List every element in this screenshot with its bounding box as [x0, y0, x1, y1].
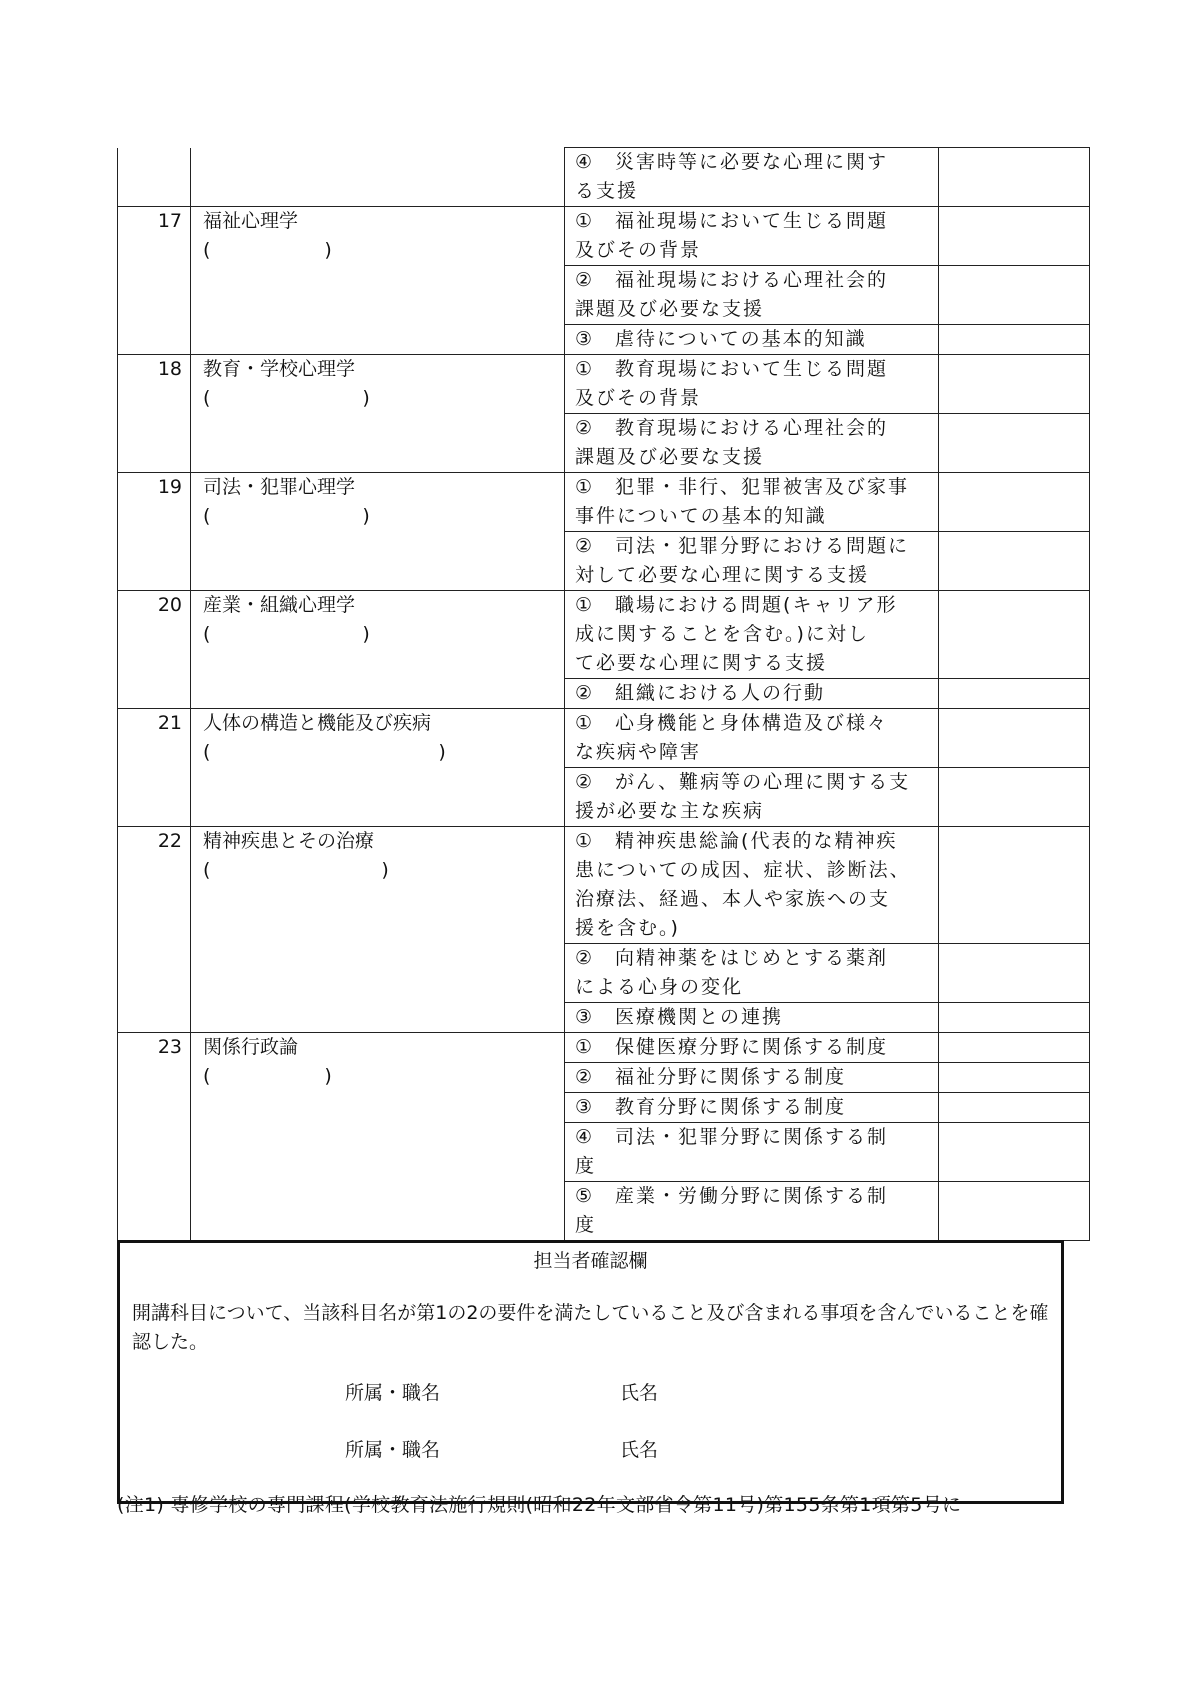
course-name-field[interactable]: ( ) — [203, 741, 446, 763]
subject-name: 人体の構造と機能及び疾病 — [203, 712, 432, 734]
footnote: (注1) 専修学校の専門課程(学校教育法施行規則(昭和22年文部省令第11号)第155条第1項第5号に — [117, 1494, 962, 1516]
subject-number: 19 — [118, 473, 191, 591]
subject-name: 教育・学校心理学 — [203, 358, 356, 380]
subject-name: 関係行政論 — [203, 1036, 299, 1058]
required-item: ② 福祉分野に関係する制度 — [565, 1063, 939, 1093]
required-item: ② 福祉現場における心理社会的 課題及び必要な支援 — [565, 266, 939, 325]
course-entry-cell[interactable] — [939, 414, 1090, 473]
required-item: ③ 教育分野に関係する制度 — [565, 1093, 939, 1123]
course-entry-cell[interactable] — [939, 827, 1090, 944]
course-entry-cell[interactable] — [939, 1033, 1090, 1063]
subject-name: 司法・犯罪心理学 — [203, 476, 356, 498]
required-item: ① 心身機能と身体構造及び様々 な疾病や障害 — [565, 709, 939, 768]
confirmation-box — [117, 1240, 1064, 1504]
course-entry-cell[interactable] — [939, 532, 1090, 591]
subject-number — [118, 148, 191, 207]
table-row — [118, 827, 1090, 944]
subject-number: 23 — [118, 1033, 191, 1241]
required-item: ② 組織における人の行動 — [565, 679, 939, 709]
course-entry-cell[interactable] — [939, 1123, 1090, 1182]
affiliation-label-2: 所属・職名 — [345, 1439, 441, 1461]
table-row — [118, 591, 1090, 679]
subject-number: 21 — [118, 709, 191, 827]
course-name-field[interactable]: ( ) — [203, 239, 332, 261]
course-name-field[interactable]: ( ) — [203, 1065, 332, 1087]
required-item: ① 精神疾患総論(代表的な精神疾 患についての成因、症状、診断法、 治療法、経過、本人や家族への支 援を含む。) — [565, 827, 939, 944]
course-entry-cell[interactable] — [939, 679, 1090, 709]
course-entry-cell[interactable] — [939, 473, 1090, 532]
course-entry-cell[interactable] — [939, 207, 1090, 266]
subject-number: 20 — [118, 591, 191, 709]
course-entry-cell[interactable] — [939, 148, 1090, 207]
confirmation-text: 開講科目について、当該科目名が第1の2の要件を満たしていること及び含まれる事項を含んでいることを確認した。 — [132, 1302, 1049, 1353]
subject-name: 精神疾患とその治療 — [203, 830, 375, 852]
table-row — [118, 355, 1090, 414]
course-entry-cell[interactable] — [939, 768, 1090, 827]
required-item: ① 保健医療分野に関係する制度 — [565, 1033, 939, 1063]
subject-number: 17 — [118, 207, 191, 355]
subject-number: 18 — [118, 355, 191, 473]
subject-name: 福祉心理学 — [203, 210, 299, 232]
subject-name: 産業・組織心理学 — [203, 594, 356, 616]
required-item: ② 教育現場における心理社会的 課題及び必要な支援 — [565, 414, 939, 473]
course-entry-cell[interactable] — [939, 355, 1090, 414]
table-row — [118, 207, 1090, 266]
table-row — [118, 148, 1090, 207]
required-item: ⑤ 産業・労働分野に関係する制 度 — [565, 1182, 939, 1241]
required-item: ③ 虐待についての基本的知識 — [565, 325, 939, 355]
subject-name-cell — [191, 355, 565, 473]
required-item: ② 向精神薬をはじめとする薬剤 による心身の変化 — [565, 944, 939, 1003]
subject-name-cell — [191, 207, 565, 355]
table-row — [118, 473, 1090, 532]
subject-table-section — [117, 147, 1064, 1504]
confirmation-title: 担当者確認欄 — [533, 1250, 648, 1272]
course-entry-cell[interactable] — [939, 1063, 1090, 1093]
required-item: ① 職場における問題(キャリア形 成に関することを含む。)に対し て必要な心理に関する支援 — [565, 591, 939, 679]
course-name-field[interactable]: ( ) — [203, 859, 389, 881]
course-entry-cell[interactable] — [939, 266, 1090, 325]
table-row — [118, 709, 1090, 768]
required-item: ① 福祉現場において生じる問題 及びその背景 — [565, 207, 939, 266]
subject-name-cell — [191, 1033, 565, 1241]
required-item: ② がん、難病等の心理に関する支 援が必要な主な疾病 — [565, 768, 939, 827]
affiliation-label-1: 所属・職名 — [345, 1382, 441, 1404]
course-name-field[interactable]: ( ) — [203, 505, 370, 527]
course-name-field[interactable]: ( ) — [203, 623, 370, 645]
required-item: ① 犯罪・非行、犯罪被害及び家事 事件についての基本的知識 — [565, 473, 939, 532]
course-entry-cell[interactable] — [939, 591, 1090, 679]
required-item: ③ 医療機関との連携 — [565, 1003, 939, 1033]
subject-name-cell — [191, 591, 565, 709]
name-label-2: 氏名 — [620, 1439, 659, 1461]
required-item: ④ 災害時等に必要な心理に関す る支援 — [565, 148, 939, 207]
course-entry-cell[interactable] — [939, 709, 1090, 768]
course-entry-cell[interactable] — [939, 944, 1090, 1003]
subject-table — [117, 147, 1090, 1241]
required-item: ④ 司法・犯罪分野に関係する制 度 — [565, 1123, 939, 1182]
subject-name-cell — [191, 473, 565, 591]
course-entry-cell[interactable] — [939, 325, 1090, 355]
subject-name-cell — [191, 709, 565, 827]
subject-name-cell — [191, 148, 565, 207]
subject-number: 22 — [118, 827, 191, 1033]
table-row — [118, 1033, 1090, 1063]
name-label-1: 氏名 — [620, 1382, 659, 1404]
course-name-field[interactable]: ( ) — [203, 387, 370, 409]
course-entry-cell[interactable] — [939, 1093, 1090, 1123]
required-item: ① 教育現場において生じる問題 及びその背景 — [565, 355, 939, 414]
course-entry-cell[interactable] — [939, 1182, 1090, 1241]
course-entry-cell[interactable] — [939, 1003, 1090, 1033]
subject-name-cell — [191, 827, 565, 1033]
required-item: ② 司法・犯罪分野における問題に 対して必要な心理に関する支援 — [565, 532, 939, 591]
